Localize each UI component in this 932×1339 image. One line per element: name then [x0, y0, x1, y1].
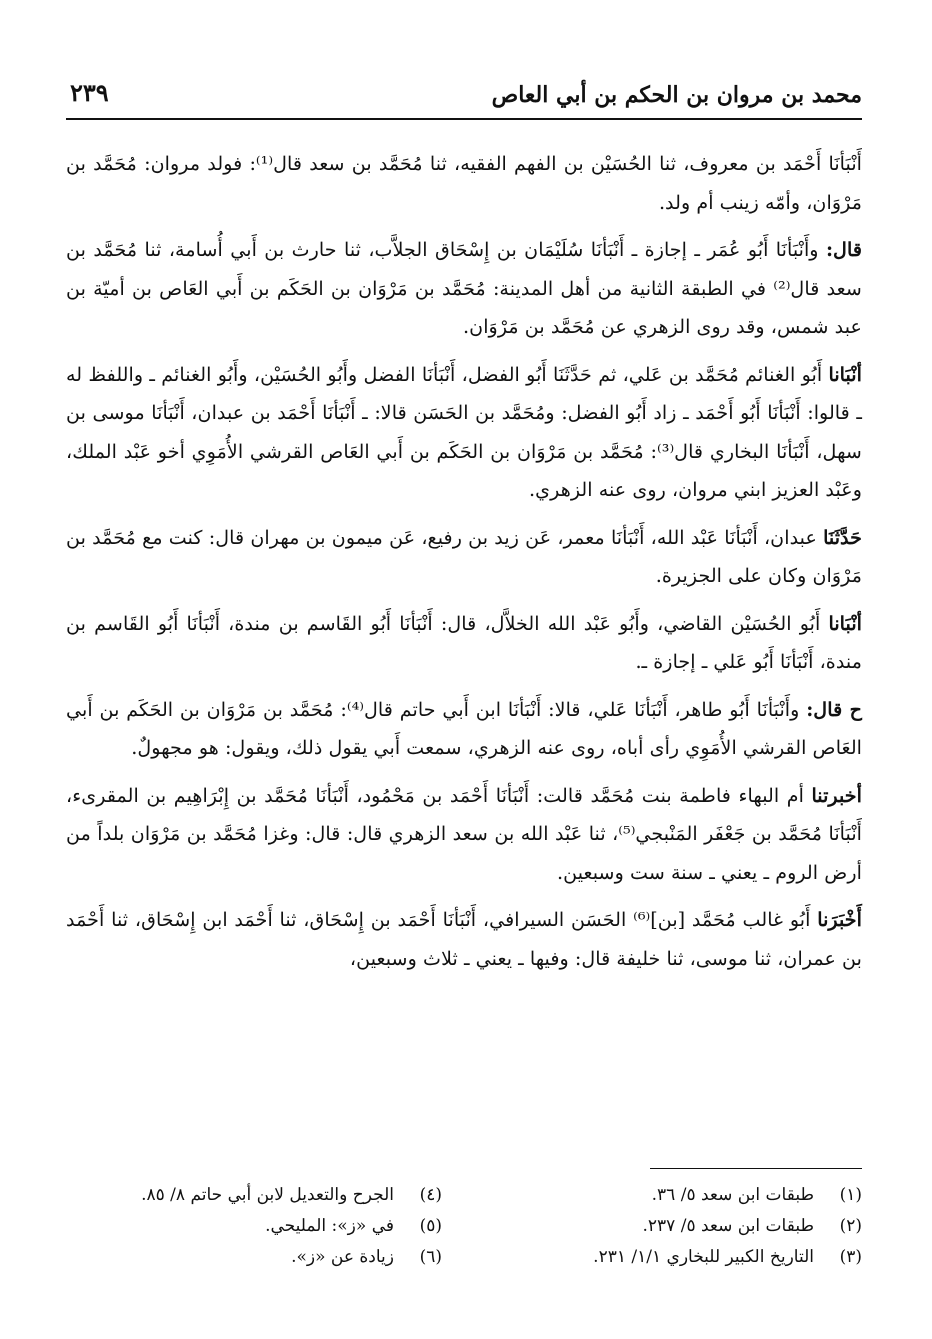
paragraph: أنْبَانا أَبُو الغنائم مُحَمَّد بن عَلي، ثم حَدَّثَنَا أَبُو الفضل، أَنْبَأنَا الفضل وأَبُو الحُسَيْن، وأَبُو الغنائم ـ واللفظ له ـ قالوا: أَنْبَأنَا أَبُو أَحْمَد ـ زاد أَبُو الفضل: ومُحَمَّد بن الحَسَن قالا: ـ أَنْبَأنَا أَحْمَد بن عبدان، أَنْبَأنَا موسى بن سهل، أَنْبَأنَا البخاري قال⁽³⁾: مُحَمَّد بن مَرْوَان بن الحَكَم بن أَبي العَاص القرشي الأُمَوِي أخو عَبْد الملك، وعَبْد العزيز ابني مروان، روى عنه الزهري. [66, 362, 863, 501]
paragraph: حَدَّثَنَا عبدان، أَنْبَأنَا عَبْد الله، أَنْبَأنَا معمر، عَن زيد بن رفيع، عَن ميمون بن مهران قال: كنت مع مُحَمَّد بن مَرْوَان وكان على الجزيرة. [66, 525, 862, 587]
page-header [66, 70, 862, 120]
footnote: (٣)التاريخ الكبير للبخاري ١/١/ ٢٣١. [593, 1247, 862, 1267]
footnote: (٥)في «ز»: المليحي. [265, 1216, 442, 1236]
footnotes [66, 1180, 862, 1280]
footnote: (٤)الجرح والتعديل لابن أبي حاتم ٨/ ٨٥. [141, 1185, 442, 1205]
footnote: (١)طبقات ابن سعد ٥/ ٣٦. [651, 1185, 862, 1205]
running-title: محمد بن مروان بن الحكم بن أبي العاص [491, 82, 862, 108]
page-number: ٢٣٩ [70, 78, 109, 107]
paragraph: أَخْبَرَنا أَبُو غالب مُحَمَّد [بن]⁽⁶⁾ الحَسَن السيرافي، أَنْبَأنَا أَحْمَد بن إِسْحَاق، ثنا أَحْمَد ابن إِسْحَاق، ثنا أَحْمَد بن عمران، ثنا موسى، ثنا خليفة قال: وفيها ـ يعني ـ ثلاث وسبعين، [66, 908, 862, 970]
paragraph: قال: وأَنْبَأنَا أَبُو عُمَر ـ إجازة ـ أَنْبَأنَا سُلَيْمَان بن إِسْحَاق الجلاَّب، ثنا حارث بن أَبي أُسامة، ثنا مُحَمَّد بن سعد قال⁽²⁾ في الطبقة الثانية من أهل المدينة: مُحَمَّد بن مَرْوَان بن الحَكَم بن أَبي العَاص بن أميّة بن عبد شمس، وقد روى الزهري عن مُحَمَّد بن مَرْوَان. [66, 238, 862, 338]
footnote: (٢)طبقات ابن سعد ٥/ ٢٣٧. [642, 1216, 862, 1236]
paragraph: أنْبَانا أَبُو الحُسَيْن القاضي، وأَبُو عَبْد الله الخلاَّل، قال: أَنْبَأنَا أَبُو القَاسم بن مندة، أَنْبَأنَا أَبُو القَاسم بن مندة، أَنْبَأنَا أَبُو عَلي ـ إجازة ـ. [66, 611, 862, 673]
paragraph: ح قال: وأَنْبَأنَا أَبُو طاهر، أَنْبَأنَا عَلي، قالا: أَنْبَأنَا ابن أَبي حاتم قال⁽⁴⁾: مُحَمَّد بن مَرْوَان بن الحَكَم بن أَبي العَاص القرشي الأُمَوِي رأى أباه، روى عنه الزهري، سمعت أَبي يقول ذلك، ويقول: هو مجهولٌ. [66, 697, 863, 759]
main-text [66, 145, 862, 987]
footnote: (٦)زيادة عن «ز». [291, 1247, 442, 1267]
paragraph: أخبرتنا أم البهاء فاطمة بنت مُحَمَّد قالت: أَنْبَأنَا أَحْمَد بن مَحْمُود، أَنْبَأنَا مُحَمَّد بن إِبْرَاهِيم بن المقرىء، أَنْبَأنَا مُحَمَّد بن جَعْفَر المَنْبجي⁽⁵⁾، ثنا عَبْد الله بن سعد الزهري قال: قال: وغزا مُحَمَّد بن مَرْوَان بلداً من أرض الروم ـ يعني ـ سنة ست وسبعين. [66, 783, 862, 884]
paragraph: أَنْبَأنَا أَحْمَد بن معروف، ثنا الحُسَيْن بن الفهم الفقيه، ثنا مُحَمَّد بن سعد قال⁽¹⁾: فولد مروان: مُحَمَّد بن مَرْوَان، وأمّه زينب أم ولد. [66, 152, 862, 214]
footnote-column [472, 1180, 862, 1273]
footnote-column [52, 1180, 442, 1273]
footnote-separator [650, 1168, 862, 1169]
